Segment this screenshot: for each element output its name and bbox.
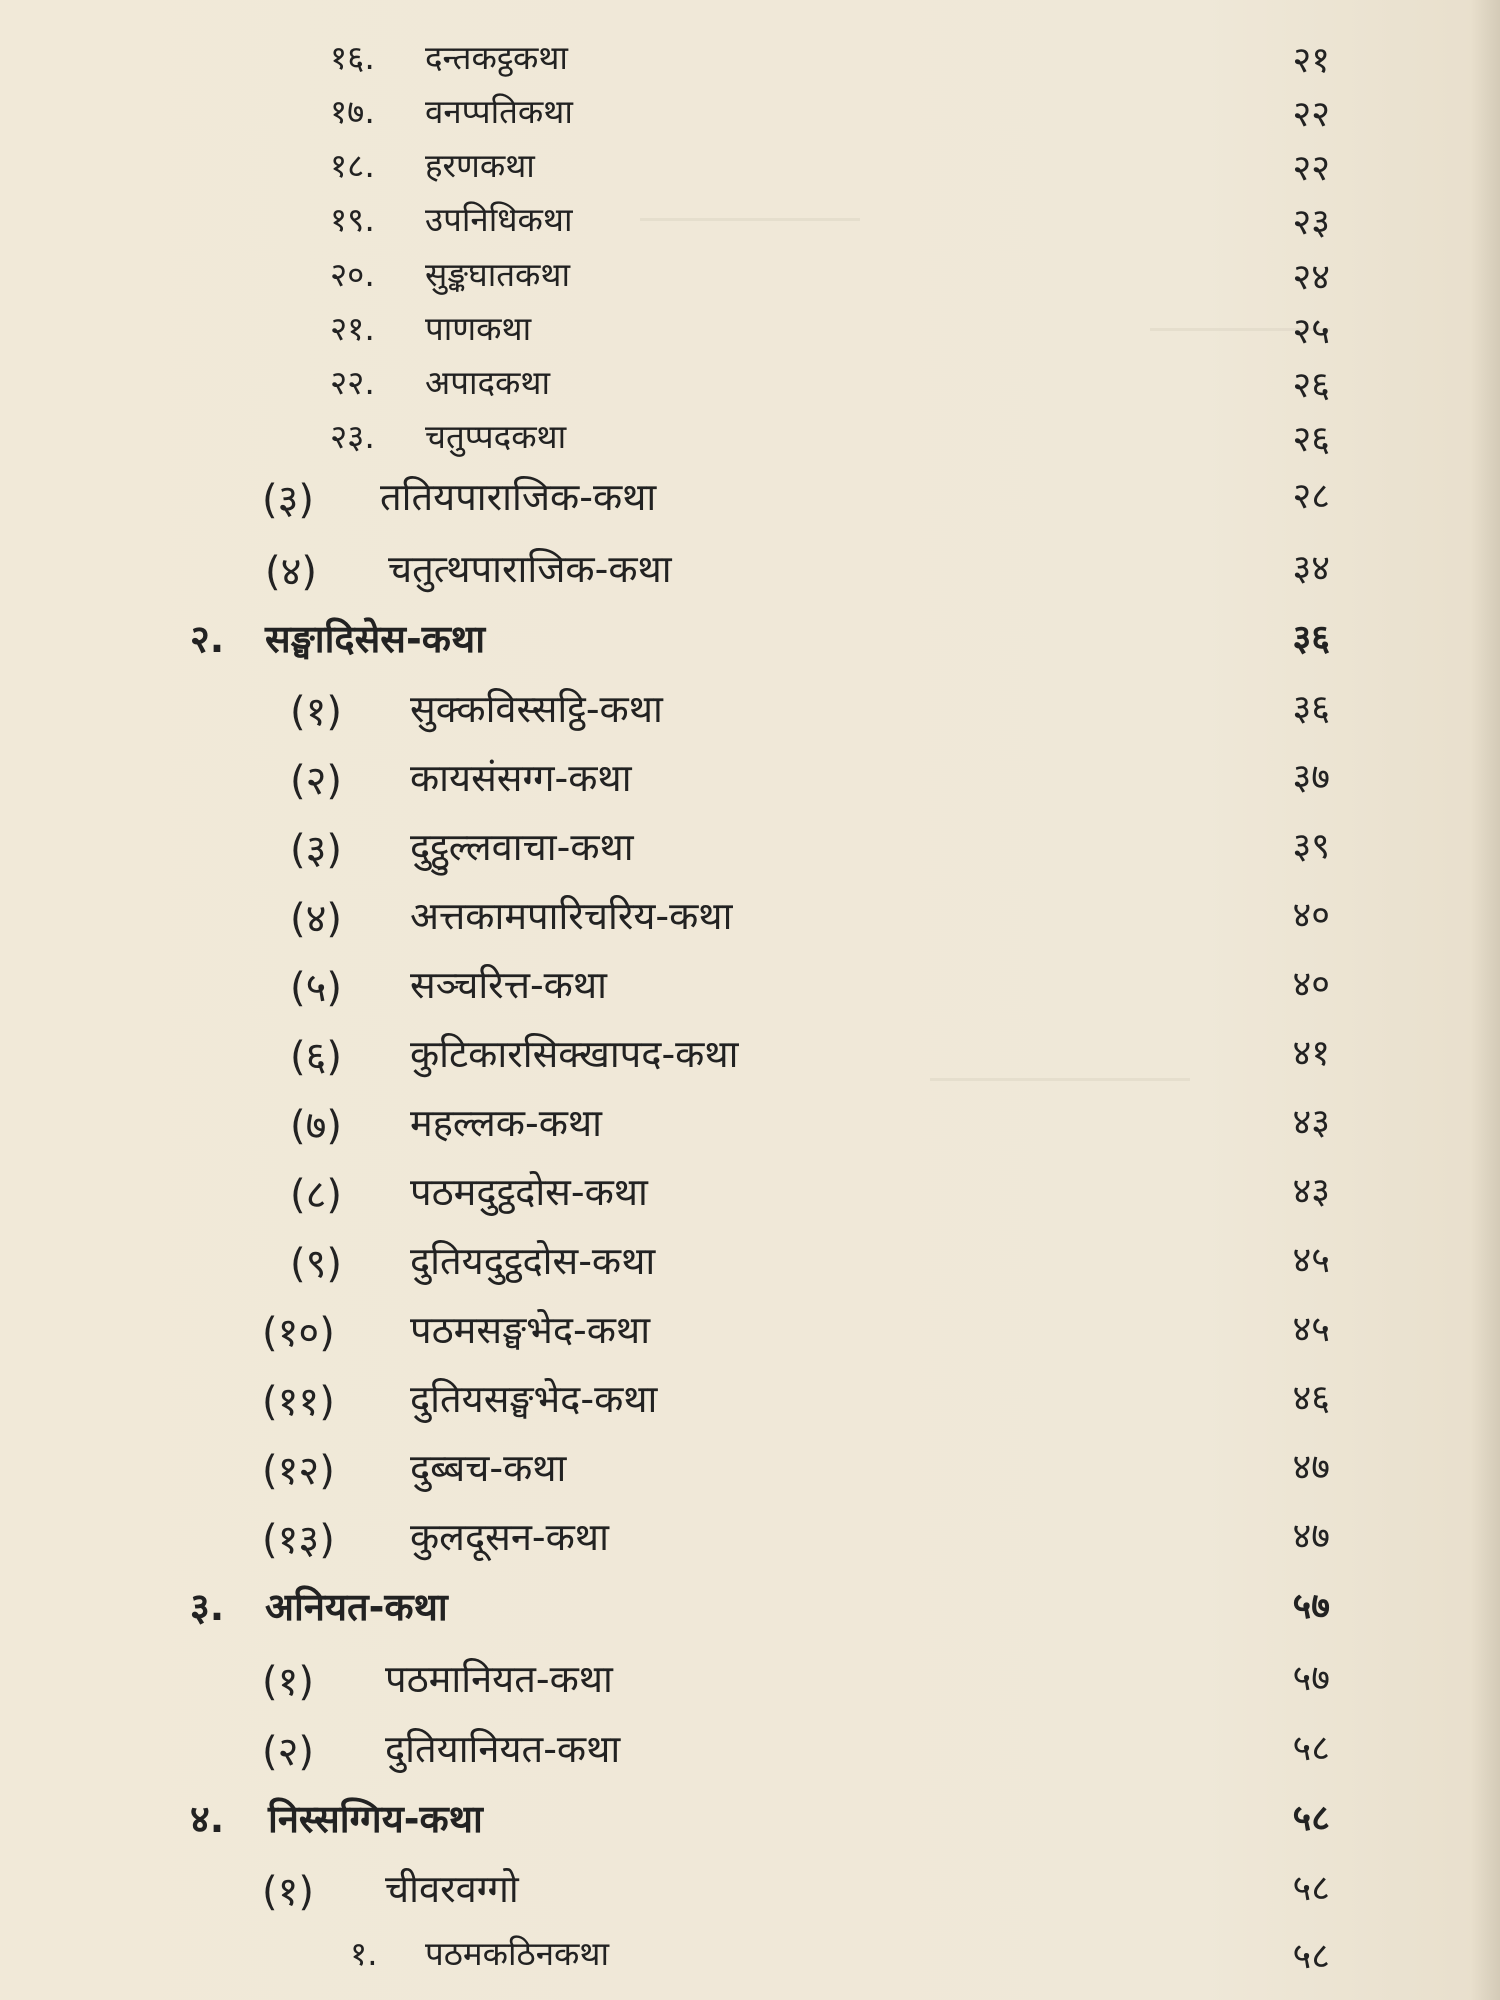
section-title: सङ्घादिसेस-कथा [265, 617, 486, 661]
entry-number: (९) [290, 1241, 343, 1287]
entry-page: ४३ [1292, 1102, 1330, 1143]
entry-title: दुट्ठुल्लवाचा-कथा [410, 825, 634, 869]
entry-page: ४६ [1292, 1378, 1330, 1419]
toc-entry [0, 1862, 1500, 1922]
entry-number: २३. [330, 417, 375, 456]
toc-entry [0, 820, 1500, 880]
entry-number: (६) [290, 1034, 343, 1080]
entry-title: महल्लक-कथा [410, 1101, 603, 1145]
toc-section-heading [0, 1580, 1500, 1640]
section-number: २. [190, 617, 225, 661]
entry-title: पठमदुट्ठदोस-कथा [410, 1170, 648, 1214]
toc-entry [0, 751, 1500, 811]
entry-title: कुलदूसन-कथा [410, 1515, 609, 1559]
entry-title: अपादकथा [425, 363, 551, 402]
entry-page: ५८ [1292, 1728, 1330, 1769]
toc-entry [0, 682, 1500, 742]
entry-title: हरणकथा [425, 146, 535, 185]
toc-entry [0, 1652, 1500, 1712]
entry-title: दुतियानियत-कथा [385, 1727, 621, 1771]
entry-page: २८ [1292, 476, 1330, 517]
entry-page: २६ [1292, 365, 1330, 406]
entry-title: पठमकठिनकथा [425, 1934, 610, 1973]
entry-page: ५८ [1292, 1868, 1330, 1909]
toc-section-heading [0, 1792, 1500, 1852]
entry-title: पठमसङ्घभेद-कथा [410, 1308, 651, 1352]
entry-number: (२) [262, 1729, 315, 1775]
entry-number: १६. [330, 38, 375, 77]
entry-page: २३ [1292, 202, 1330, 243]
toc-entry [0, 542, 1500, 602]
toc-entry [0, 1234, 1500, 1294]
entry-title: पठमानियत-कथा [385, 1657, 613, 1701]
entry-page: २२ [1292, 94, 1330, 135]
entry-number: (३) [262, 477, 315, 523]
entry-number: २०. [330, 255, 375, 294]
toc-entry [0, 1441, 1500, 1501]
toc-entry [0, 1510, 1500, 1570]
entry-page: ३९ [1292, 826, 1330, 867]
entry-number: १८. [330, 146, 375, 185]
entry-number: (१२) [262, 1448, 335, 1494]
toc-entry [0, 34, 1500, 94]
entry-title: सुङ्कघातकथा [425, 255, 571, 294]
entry-number: (७) [290, 1103, 343, 1149]
entry-page: ५७ [1292, 1586, 1330, 1627]
entry-number: (२) [290, 758, 343, 804]
toc-entry [0, 958, 1500, 1018]
entry-number: (१) [290, 689, 343, 735]
entry-number: १९. [330, 200, 375, 239]
entry-number: २१. [330, 309, 375, 348]
entry-page: ३७ [1292, 757, 1330, 798]
entry-page: ४७ [1292, 1447, 1330, 1488]
entry-title: उपनिधिकथा [425, 200, 573, 239]
toc-entry [0, 1722, 1500, 1782]
entry-title: चीवरवग्गो [385, 1867, 519, 1911]
entry-page: ३६ [1292, 688, 1330, 729]
toc-entry [0, 470, 1500, 530]
entry-page: ४५ [1292, 1240, 1330, 1281]
toc-entry [0, 1303, 1500, 1363]
entry-page: ४० [1292, 964, 1330, 1005]
entry-title: वनप्पतिकथा [425, 92, 573, 131]
toc-entry [0, 251, 1500, 311]
toc-entry [0, 196, 1500, 256]
entry-title: चतुत्थपाराजिक-कथा [388, 547, 672, 591]
entry-title: दुब्बच-कथा [410, 1446, 567, 1490]
entry-title: सञ्चरित्त-कथा [410, 963, 607, 1007]
entry-number: (१३) [262, 1517, 335, 1563]
entry-title: दुतियसङ्घभेद-कथा [410, 1377, 658, 1421]
toc-section-heading [0, 612, 1500, 672]
entry-title: दन्तकट्ठकथा [425, 38, 568, 77]
entry-page: २२ [1292, 148, 1330, 189]
entry-title: ततियपाराजिक-कथा [380, 475, 657, 519]
toc-entry [0, 1372, 1500, 1432]
toc-entry [0, 1930, 1500, 1990]
entry-page: २४ [1292, 257, 1330, 298]
toc-entry [0, 305, 1500, 365]
entry-number: (१) [262, 1869, 315, 1915]
entry-page: ४० [1292, 895, 1330, 936]
toc-entry [0, 359, 1500, 419]
toc-entry [0, 1096, 1500, 1156]
entry-title: कायसंसग्ग-कथा [410, 756, 632, 800]
entry-number: (३) [290, 827, 343, 873]
entry-page: २६ [1292, 419, 1330, 460]
toc-entry [0, 88, 1500, 148]
entry-number: (१) [262, 1659, 315, 1705]
entry-page: ३६ [1292, 618, 1330, 659]
section-title: अनियत-कथा [265, 1585, 448, 1629]
entry-page: ४३ [1292, 1171, 1330, 1212]
entry-number: (४) [290, 896, 343, 942]
entry-number: १. [350, 1934, 378, 1973]
entry-number: (१०) [262, 1310, 335, 1356]
section-title: निस्सग्गिय-कथा [268, 1797, 483, 1841]
entry-page: ४५ [1292, 1309, 1330, 1350]
toc-entry [0, 142, 1500, 202]
entry-number: (८) [290, 1172, 343, 1218]
entry-title: अत्तकामपारिचरिय-कथा [410, 894, 733, 938]
entry-title: कुटिकारसिक्खापद-कथा [410, 1032, 739, 1076]
entry-number: (११) [262, 1379, 335, 1425]
entry-page: ५८ [1292, 1798, 1330, 1839]
entry-page: २५ [1292, 311, 1330, 352]
entry-number: (५) [290, 965, 343, 1011]
entry-page: ३४ [1292, 548, 1330, 589]
entry-number: २२. [330, 363, 375, 402]
entry-page: ५७ [1292, 1658, 1330, 1699]
toc-entry [0, 889, 1500, 949]
entry-page: ४७ [1292, 1516, 1330, 1557]
entry-number: १७. [330, 92, 375, 131]
section-number: ४. [190, 1797, 225, 1841]
section-number: ३. [190, 1585, 225, 1629]
entry-title: चतुप्पदकथा [425, 417, 567, 456]
entry-page: २१ [1292, 40, 1330, 81]
toc-entry [0, 1165, 1500, 1225]
toc-entry [0, 1027, 1500, 1087]
toc-entry [0, 413, 1500, 473]
entry-title: दुतियदुट्ठदोस-कथा [410, 1239, 656, 1283]
entry-title: पाणकथा [425, 309, 532, 348]
entry-page: ५८ [1292, 1936, 1330, 1977]
entry-page: ४१ [1292, 1033, 1330, 1074]
entry-number: (४) [265, 549, 318, 595]
entry-title: सुक्कविस्सट्ठि-कथा [410, 687, 663, 731]
